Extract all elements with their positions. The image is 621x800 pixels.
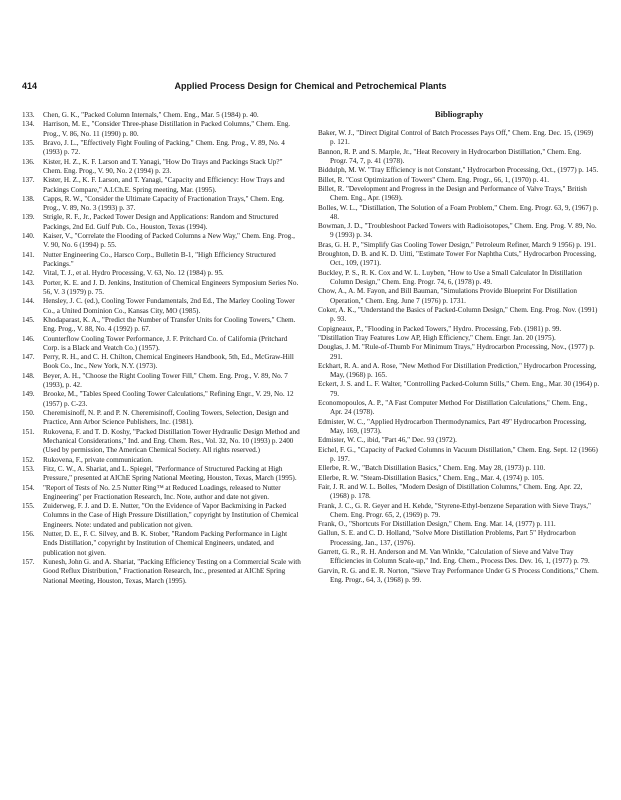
reference-text: Nutter, D. E., F. C. Silvey, and B. K. Stober, "Random Packing Performance in Light Ends Distillation," copyright by Institution of Chemical Engineers, undated, and publication not given. [43,530,288,557]
reference-entry [22,176,302,195]
bibliography-entry: Garrett, G. R., R. H. Anderson and M. Van Winkle, "Calculation of Sieve and Valve Tray Efficiencies in Column Scale-up," Ind. Eng. Chem., Process Des. Dev. 16, 1, (1977) p. 79. [318,548,590,566]
bibliography-entry: Douglas, J. M. "Rule-of-Thumb For Minimum Trays," Hydrocarbon Processing, Nov., (1977) p. 291. [318,343,595,361]
reference-entry [22,353,302,372]
reference-text: Brooke, M., "Tables Speed Cooling Tower Calculations," Refining Engr., V. 29, No. 12 (1957) p. C-23. [43,390,294,408]
reference-text: Rukovena, F., private communication. [43,455,153,464]
bibliography-entry: Chow, A., A. M. Fayon, and Bill Bauman, "Simulations Provide Blueprint For Distillation Operation," Chem. Eng. June 7 (1976) p. 1731. [318,287,578,305]
reference-text: Harrison, M. E., "Consider Three-phase Distillation in Packed Columns," Chem. Eng. Prog., V. 86, No. 11 (1990) p. 80. [43,120,291,138]
reference-entry [22,120,302,139]
reference-number: 135. [22,138,35,147]
bibliography-entry: Eckert, J. S. and L. F. Walter, "Controlling Packed-Column Stills," Chem. Eng., Mar. 30 (1964) p. 79. [318,380,600,398]
reference-number: 145. [22,315,35,324]
reference-text: Kister, H. Z., K. F. Larson, and T. Yanagi, "Capacity and Efficiency: How Trays and Packings Compare," A.I.Ch.E. Spring meeting, Mar. (1995). [43,176,285,194]
bibliography-entry: Frank, O., "Shortcuts For Distillation Design," Chem. Eng. Mar. 14, (1977) p. 111. [318,520,556,529]
reference-number: 144. [22,297,35,306]
reference-number: 154. [22,483,35,492]
reference-entry [22,558,302,586]
reference-entry [22,484,302,503]
reference-entry [22,390,302,409]
reference-text: Chen, G. K., "Packed Column Internals," Chem. Eng., Mar. 5 (1984) p. 40. [43,111,259,119]
bibliography-entry: Copigneaux, P., "Flooding in Packed Towers," Hydro. Processing, Feb. (1981) p. 99. [318,324,562,333]
reference-number: 150. [22,409,35,417]
bibliography-entry: Bras, G. H. P., "Simplify Gas Cooling Tower Design," Petroleum Refiner, March 9 1956) p. 191. [318,240,597,249]
bibliography-entry: Economopoulos, A. P., "A Fast Computer Method For Distillation Calculations," Chem. Eng., Apr. 24 (1978). [318,399,588,417]
reference-text: "Report of Tests of No. 2.5 Nutter Ring™ at Reduced Loadings, released to Nutter Engineering" per Fractionation Research, Inc. Note, author and date not given. [43,483,281,501]
reference-number: 149. [22,390,35,399]
bibliography-entry: Frank, J. C., G. R. Geyer and H. Kehde, "Styrene-Ethyl-benzene Separation with Sieve Trays," Chem. Eng. Progr. 65, 2, (1969) p. 79. [318,501,591,519]
page-number: 414 [22,81,38,91]
reference-text: Kister, H. Z., K. F. Larson and T. Yanagi, "How Do Trays and Packings Stack Up?" Chem. Eng. Prog., V. 90, No. 2 (1994) p. 23. [43,157,283,175]
reference-number: 140. [22,232,35,241]
reference-text: Kunesh, John G. and A. Shariat, "Packing Efficiency Testing on a Commercial Scale with Good Reflux Distribution," Fractionation Research, Inc., presented at AIChE Spring National Meeting, Houston, Texas, March (1995). [43,558,301,585]
reference-entry [22,213,302,232]
reference-entry [22,269,302,278]
reference-number: 141. [22,250,35,259]
bibliography-entry: Coker, A. K., "Understand the Basics of Packed-Column Design," Chem. Eng. Prog. Nov. (1991) p. 93. [318,305,598,324]
reference-text: Vital, T. J., et al. Hydro Processing, V. 63, No. 12 (1984) p. 95. [43,269,224,278]
reference-text: Counterflow Cooling Tower Performance, J. F. Pritchard Co. of California (Pritchard Corp. is a Black and Veatch Co.) (1957). [43,334,288,352]
reference-entry [22,316,302,335]
bibliography-entry: "Distillation Tray Features Low AP, High Efficiency," Chem. Engr. Jan. 20 (1975). [318,333,556,342]
reference-text: Perry, R. H., and C. H. Chilton, Chemical Engineers Handbook, 5th, Ed., McGraw-Hill Book Co., Inc., New York, N.Y. (1973). [43,353,294,371]
bibliography-entry: Edmister, W. C., ibid, "Part 46," Dec. 93 (1972). [318,436,457,445]
bibliography-entry: Gallun, S. E. and C. D. Holland, "Solve More Distillation Problems, Part 5" Hydrocarbon Processing, Jan., 137, (1976). [318,529,576,547]
bibliography-list [318,129,600,585]
bibliography-entry: Baker, W. J., "Direct Digital Control of Batch Processes Pays Off," Chem. Eng. Dec. 15, (1969) p. 121. [318,129,594,147]
bibliography-entry: Bannon, R. P. and S. Marple, Jr., "Heat Recovery in Hydrocarbon Distillation," Chem. Eng. Progr. 74, 7, p. 41 (1978). [318,147,582,165]
reference-entry [22,195,302,214]
reference-text: Capps, R. W., "Consider the Ultimate Capacity of Fractionation Trays," Chem. Eng. Prog., V. 89, No. 3 (1993) p. 37. [43,194,285,213]
reference-text: Kaiser, V., "Correlate the Flooding of Packed Columns a New Way," Chem. Eng. Prog., V. 90, No. 6 (1994) p. 55. [43,232,295,250]
bibliography-column [318,111,600,585]
reference-number: 152. [22,455,35,464]
reference-number: 134. [22,120,35,129]
bibliography-heading: Bibliography [434,109,484,119]
reference-entry [22,409,302,428]
reference-number: 147. [22,353,35,362]
references-column-left [22,111,302,586]
reference-text: Fitz, C. W., A. Shariat, and L. Spiegel, "Performance of Structured Packing at High Pressure," presented at AIChE Spring National Meeting, Houston, Texas, March (1995). [43,464,297,483]
page-header [22,81,599,95]
bibliography-entry: Buckley, P. S., R. K. Cox and W. L. Luyben, "How to Use a Small Calculator In Distillation Column Design," Chem. Eng. Progr. 74, 6, (1978) p. 49. [318,268,582,286]
reference-number: 143. [22,278,35,287]
reference-number: 142. [22,269,35,278]
reference-entry [22,530,302,558]
bibliography-entry: Ellerbe, R. W., "Batch Distillation Basics," Chem. Eng. May 28, (1973) p. 110. [318,464,546,473]
reference-number: 133. [22,111,35,119]
bibliography-entry: Bowman, J. D., "Troubleshoot Packed Towers with Radioisotopes," Chem. Eng. Prog. V. 89, No. 9 (1993) p. 34. [318,222,597,240]
reference-entry [22,372,302,391]
reference-entry [22,158,302,177]
bibliography-entry: Billet, R. "Development and Progress in the Design and Performance of Valve Trays," British Chem. Eng., Apr. (1969). [318,184,587,203]
reference-number: 136. [22,157,35,166]
reference-entry [22,428,302,456]
bibliography-entry: Ellerbe, R. W. "Steam-Distillation Basics," Chem. Eng., Mar. 4, (1974) p. 105. [318,473,544,482]
reference-text: Cheremisinoff, N. P. and P. N. Cheremisinoff, Cooling Towers, Selection, Design and Practice, Ann Arbor Science Publishers, Inc. (1981). [43,409,289,427]
reference-entry [22,111,302,120]
reference-text: Bravo, J. L., "Effectively Fight Fouling of Packing," Chem. Eng. Prog., V. 89, No. 4 (1993) p. 72. [43,138,285,157]
bibliography-entry: Biddulph, M. W. "Tray Efficiency is not Constant," Hydrocarbon Processing, Oct., (1977) p. 145. [318,166,599,175]
reference-entry [22,139,302,158]
bibliography-entry: Eckhart, R. A. and A. Rose, "New Method For Distillation Prediction," Hydrocarbon Processing, May, (1968) p. 165. [318,361,597,380]
bibliography-entry: Edmister, W. C., "Applied Hydrocarbon Thermodynamics, Part 49" Hydrocarbon Processing, May, 169, (1973). [318,417,587,435]
bibliography-entry: Broughton, D. B. and K. D. Uitti, "Estimate Tower For Naphtha Cuts," Hydrocarbon Processing, Oct., 109, (1971). [318,250,597,268]
reference-entry [22,456,302,465]
reference-entry [22,502,302,530]
reference-entry [22,251,302,270]
running-title: Applied Process Design for Chemical and Petrochemical Plants [174,81,447,91]
reference-entry [22,335,302,354]
reference-entry [22,279,302,298]
reference-text: Hensley, J. C. (ed.), Cooling Tower Fundamentals, 2nd Ed., The Marley Cooling Tower Co., a United Dominion Co., Kansas City, MO (1985). [43,297,295,315]
reference-text: Porter, K. E. and J. D. Jenkins, Institution of Chemical Engineers Symposium Series No. 56, V. 3 (1979) p. 75. [43,278,299,296]
reference-text: Nutter Engineering Co., Harsco Corp., Bulletin B-1, "High Efficiency Structured Packings." [43,250,276,268]
reference-number: 137. [22,176,35,185]
bibliography-entry: Billet, R. "Cost Optimization of Towers" Chem. Eng. Progr., 66, 1, (1970) p. 41. [318,175,550,184]
reference-number: 138. [22,194,35,203]
reference-number: 139. [22,213,35,222]
reference-text: Strigle, R. F., Jr., Packed Tower Design and Applications: Random and Structured Packings, 2nd Ed. Gulf Pub. Co., Houston, Texas (1994). [43,213,279,231]
reference-number: 151. [22,427,35,436]
reference-number: 155. [22,502,35,511]
reference-entry [22,297,302,316]
bibliography-entry: Bolles, W. L., "Distillation, The Solution of a Foam Problem," Chem. Eng. Progr. 63, 9, (1967) p. 48. [318,203,599,221]
bibliography-entry: Eichel, F. G., "Capacity of Packed Columns in Vacuum Distillation," Chem. Eng. Sept. 12 (1966) p. 197. [318,445,598,463]
reference-number: 157. [22,558,35,566]
reference-number: 156. [22,530,35,539]
reference-number: 148. [22,371,35,380]
reference-entry [22,232,302,251]
reference-text: Rukovena, F. and T. D. Koshy, "Packed Distillation Tower Hydraulic Design Method and Mechanical Considerations," Ind. and Eng. Chem. Res., Vol. 32, No. 10 (1993) p. 2400 (Used by permission, The American Chemical Society. All rights reserved.) [43,427,300,455]
reference-text: Zuiderweg, F. J. and D. E. Nutter, "On the Evidence of Vapor Backmixing in Packed Columns in the Case of High Pressure Distillation," copyright by Institution of Chemical Engineers. Note: undated and publication not given. [43,502,299,529]
reference-number: 153. [22,464,35,473]
bibliography-entry: Fair, J. R. and W. L. Bolles, "Modern Design of Distillation Columns," Chem. Eng. Apr. 22, (1968) p. 178. [318,482,583,501]
reference-entry [22,465,302,484]
reference-text: Beyer, A. H., "Choose the Right Cooling Tower Fill," Chem. Eng. Prog., V. 89, No. 7 (1993), p. 42. [43,371,288,390]
reference-text: Khodaparast, K. A., "Predict the Number of Transfer Units for Cooling Towers," Chem. Eng. Prog., V. 88, No. 4 (1992) p. 67. [43,315,296,334]
reference-number: 146. [22,334,35,343]
bibliography-entry: Garvin, R. G. and E. R. Norton, "Sieve Tray Performance Under G S Process Conditions," Chem. Eng. Progr., 64, 3, (1968) p. 99. [318,566,599,584]
